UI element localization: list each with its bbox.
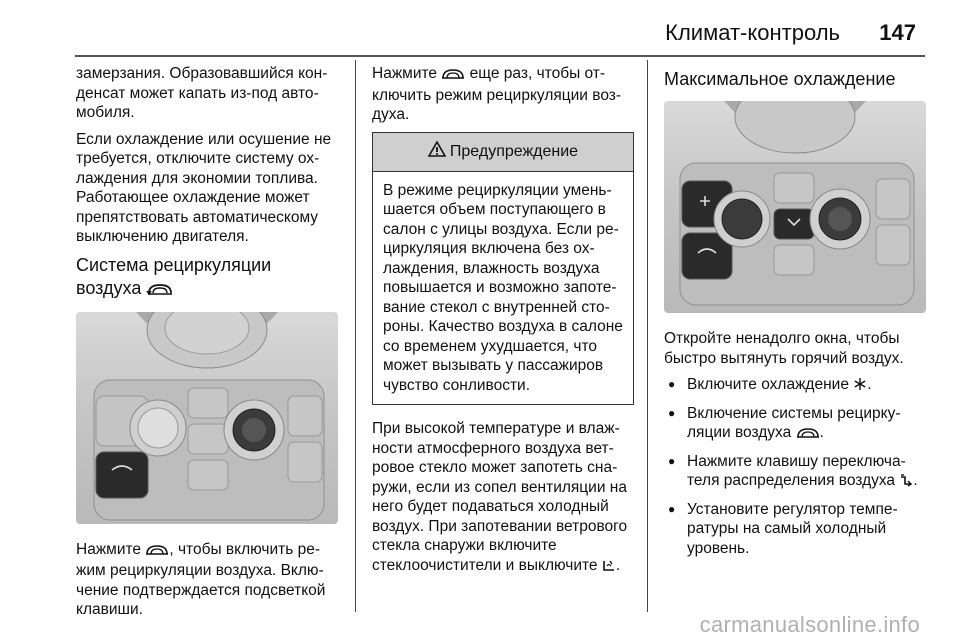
recirculation-icon — [145, 542, 169, 562]
warning-title: Предупреждение — [449, 142, 579, 160]
footer-watermark: carmanualsonline.info — [699, 612, 920, 637]
column-divider-1 — [355, 60, 356, 612]
heading-line: воздуха — [76, 277, 142, 298]
paragraph: Нажмите еще раз, чтобы отключить режим рециркуляции воздуха. — [372, 65, 622, 123]
recirculation-icon — [146, 279, 174, 302]
list-item: ● Включение системы рециркуляции воздуха . — [664, 404, 926, 445]
column-2 — [372, 64, 634, 584]
column-divider-2 — [647, 60, 648, 612]
paragraph: Нажмите , чтобы включить режим рециркуляции воздуха. Включение подтверждается подсветкой клавиши. — [76, 540, 326, 618]
photo-climate-panel-max-cooling — [664, 101, 926, 313]
air-distribution-icon — [899, 473, 913, 493]
paragraph: Откройте ненадолго окна, чтобы быстро вытянуть горячий воздух. — [664, 330, 904, 367]
warning-header — [373, 133, 633, 172]
list-item: ● Установите регулятор температуры на самый холодный уровень. — [664, 500, 926, 559]
recirculation-icon — [441, 66, 465, 86]
paragraph: При высокой температуре и влажности атмосферного воздуха ветровое стекло может запотеть снаружи, если из сопел вентиляции на него будет подаваться холодный воздух. При запотевании ветрового стекла снаружи включите стеклоочистители и выключите . — [372, 419, 634, 577]
column-3 — [664, 64, 926, 565]
warning-box — [372, 132, 634, 406]
section-heading-recirculation — [76, 254, 342, 302]
page-number: 147 — [879, 20, 916, 45]
paragraph: Если охлаждение или осушение не требуется, отключите систему охлаждения для экономии топлива. Работающее охлаждение может препятствовать автоматическому выключению двигателя. — [76, 130, 332, 245]
photo-climate-panel-recirculation — [76, 312, 338, 524]
steps-list — [664, 375, 926, 558]
heading-line: Система рециркуляции — [76, 254, 272, 275]
list-item: ● Нажмите клавишу переключателя распределения воздуха . — [664, 452, 926, 493]
header-title: Климат-контроль — [665, 20, 840, 45]
recirculation-icon — [796, 425, 820, 445]
header-rule — [75, 55, 925, 57]
windshield-vent-icon — [602, 558, 616, 578]
list-item: ● Включите охлаждение . — [664, 375, 926, 397]
paragraph: замерзания. Образовавшийся конденсат может капать из-под автомобиля. — [76, 65, 328, 121]
section-heading-max-cooling: Максимальное охлаждение — [664, 69, 896, 89]
snowflake-icon — [853, 377, 867, 397]
warning-text: В режиме рециркуляции уменьшается объем поступающего в салон с улицы воздуха. Если рециркуляция включена без охлаждения, влажность воздуха повышается и возможно запотевание стекол с внутренней стороны. Качество воздуха в салоне со временем ухудшается, что может вызывать у пассажиров чувство сонливости. — [383, 181, 623, 394]
column-1 — [76, 64, 342, 627]
warning-triangle-icon — [428, 141, 446, 163]
